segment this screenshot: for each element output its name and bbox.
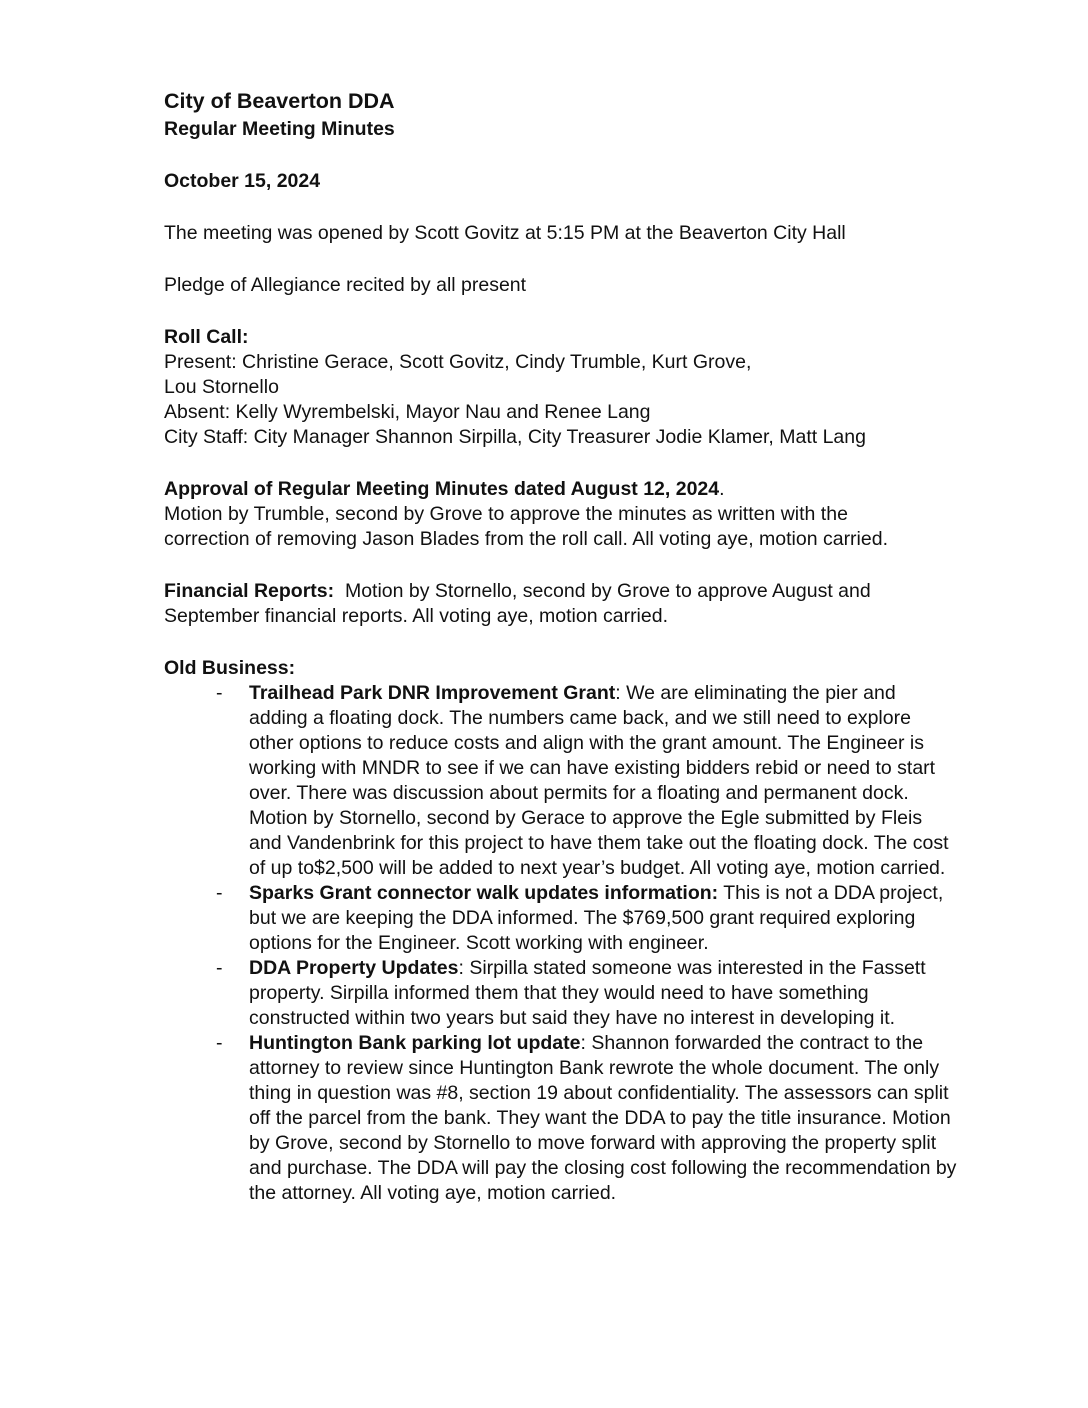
roll-call-present-line1: Present: Christine Gerace, Scott Govitz, Cindy Trumble, Kurt Grove, (164, 351, 752, 373)
approval-heading-end: . (719, 478, 725, 500)
list-item (164, 681, 959, 881)
financial-section (164, 579, 984, 629)
financial-text-line1: Motion by Stornello, second by Grove to approve August and (334, 580, 871, 602)
approval-heading-line (164, 477, 984, 502)
list-bullet: - (216, 1032, 223, 1054)
roll-call-section (164, 325, 984, 450)
old-business-section (164, 656, 984, 1206)
item-title: Trailhead Park DNR Improvement Grant (249, 682, 616, 704)
document-subtitle: Regular Meeting Minutes (164, 118, 395, 140)
approval-text-line1: Motion by Trumble, second by Grove to approve the minutes as written with the (164, 503, 848, 525)
approval-heading: Approval of Regular Meeting Minutes dated August 12, 2024 (164, 478, 720, 500)
item-text: This is not a DDA project, but we are keeping the DDA informed. The $769,500 grant required exploring options for the Engineer. Scott working with engineer. (249, 882, 944, 954)
financial-heading: Financial Reports: (164, 580, 335, 602)
item-text: We are eliminating the pier and adding a floating dock. The numbers came back, and we still need to explore other options to reduce costs and align with the grant amount. The Engineer is working with MNDR to see if we can have existing bidders rebid or need to start over. There was discussion about permits for a floating and permanent dock. Motion by Stornello, second by Gerace to approve the Egle submitted by Fleis and Vandenbrink for this project to have them take out the floating dock. The cost of up to$2,500 will be added to next year’s budget. All voting aye, motion carried. (249, 682, 949, 879)
list-bullet: - (216, 682, 223, 704)
list-item (164, 1031, 959, 1206)
roll-call-heading: Roll Call: (164, 326, 249, 348)
item-text: Shannon forwarded the contract to the attorney to review since Huntington Bank rewrote the whole document. The only thing in question was #8, section 19 about confidentiality. The assessors can split off the parcel from the bank. They want the DDA to pay the title insurance. Motion by Grove, second by Stornello to move forward with approving the property split and purchase. The DDA will pay the closing cost following the recommendation by the attorney. All voting aye, motion carried. (249, 1032, 957, 1204)
list-bullet: - (216, 882, 223, 904)
item-text: Sirpilla stated someone was interested in the Fassett property. Sirpilla informed them that they would need to have something constructed within two years but said they have no interest in developing it. (249, 957, 926, 1029)
item-separator: : (615, 682, 621, 704)
document-page (164, 86, 984, 1206)
list-bullet: - (216, 957, 223, 979)
item-separator: : (458, 957, 464, 979)
approval-text-line2: correction of removing Jason Blades from the roll call. All voting aye, motion carried. (164, 528, 888, 550)
list-item (164, 881, 959, 956)
item-title: Sparks Grant connector walk updates information: (249, 882, 719, 904)
old-business-heading: Old Business: (164, 657, 296, 679)
financial-line1 (164, 579, 984, 604)
pledge-statement: Pledge of Allegiance recited by all present (164, 274, 527, 296)
meeting-date: October 15, 2024 (164, 170, 321, 192)
item-title: Huntington Bank parking lot update (249, 1032, 581, 1054)
roll-call-absent: Absent: Kelly Wyrembelski, Mayor Nau and Renee Lang (164, 401, 651, 423)
old-business-list (164, 681, 984, 1206)
document-title: City of Beaverton DDA (164, 89, 395, 113)
financial-text-line2: September financial reports. All voting aye, motion carried. (164, 605, 669, 627)
item-separator: : (580, 1032, 586, 1054)
list-item (164, 956, 959, 1031)
item-title: DDA Property Updates (249, 957, 459, 979)
approval-section (164, 477, 984, 552)
roll-call-staff: City Staff: City Manager Shannon Sirpilla, City Treasurer Jodie Klamer, Matt Lang (164, 426, 866, 448)
roll-call-present-line2: Lou Stornello (164, 376, 279, 398)
opening-statement: The meeting was opened by Scott Govitz at 5:15 PM at the Beaverton City Hall (164, 222, 846, 244)
